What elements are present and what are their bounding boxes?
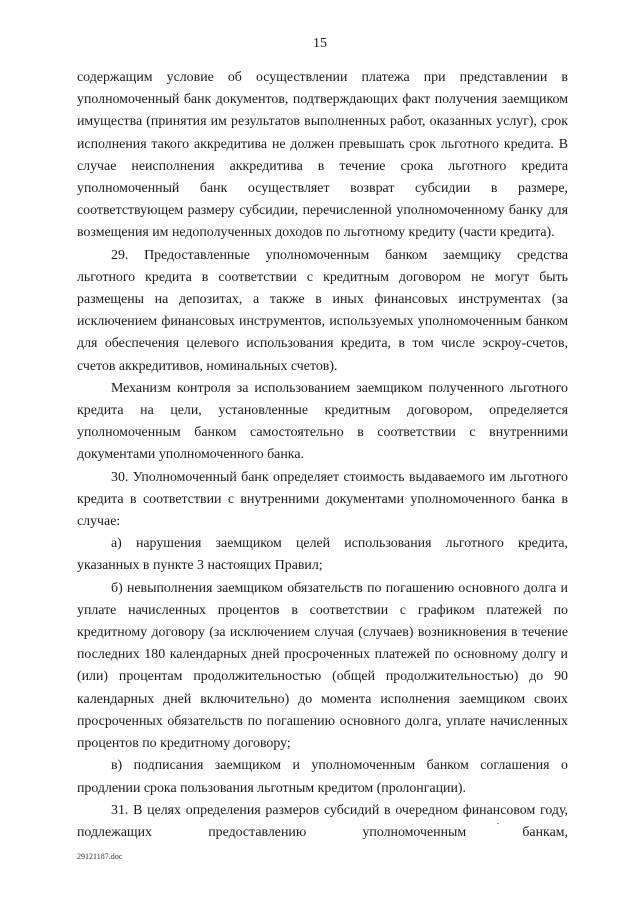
paragraph-clause-30-v: в) подписания заемщиком и уполномоченным банком соглашения о продлении срока пользования льготным кредитом (пролонгации). [77,758,568,796]
document-body [77,67,568,844]
paragraph-clause-29: 29. Предоставленные уполномоченным банком заемщику средства льготного кредита в соответствии с кредитным договором не могут быть размещены на депозитах, а также в иных финансовых инструментах (за исключением финансовых инструментов, используемых уполномоченным банком для обеспечения целевого использования кредита, в том числе эскроу-счетов, счетов аккредитивов, номинальных счетов). [77,247,568,374]
paragraph-clause-30-b: б) невыполнения заемщиком обязательств по погашению основного долга и уплате начисленных процентов в соответствии с графиком платежей по кредитному договору (за исключением случая (случаев) возникновения в течение последних 180 календарных дней просроченных платежей по основному долгу и (или) процентам продолжительностью (общей продолжительностью) до 90 календарных дней включительно) до момента исполнения заемщиком своих просроченных обязательств по погашению основного долга, уплате начисленных процентов по кредитному договору; [77,580,568,752]
paragraph-clause-30-a: а) нарушения заемщиком целей использования льготного кредита, указанных в пункте 3 настоящих Правил; [77,536,568,574]
paragraph-clause-30: 30. Уполномоченный банк определяет стоимость выдаваемого им льготного кредита в соответствии с внутренними документами уполномоченного банка в случае: [77,469,568,530]
paragraph-continuation: содержащим условие об осуществлении платежа при представлении в уполномоченный банк документов, подтверждающих факт получения заемщиком имущества (принятия им результатов выполненных работ, оказанных услуг), срок исполнения такого аккредитива не должен превышать срок льготного кредита. В случае неисполнения аккредитива в течение срока льготного кредита уполномоченный банк осуществляет возврат субсидии в размере, соответствующем размеру субсидии, перечисленной уполномоченному банку для возмещения им недополученных доходов по льготному кредиту (части кредита). [77,70,568,241]
paragraph-clause-31: 31. В целях определения размеров субсидий в очередном финансовом году, подлежащих предоставлению уполномоченным банкам, [77,802,568,840]
page-number: 15 [313,36,327,51]
scan-speck [497,823,499,824]
paragraph-control-mechanism: Механизм контроля за использованием заемщиком полученного льготного кредита на цели, установленные кредитным договором, определяется уполномоченным банком самостоятельно в соответствии с внутренними документами уполномоченного банка. [77,380,568,463]
footer-file-name: 29121187.doc [77,852,123,861]
